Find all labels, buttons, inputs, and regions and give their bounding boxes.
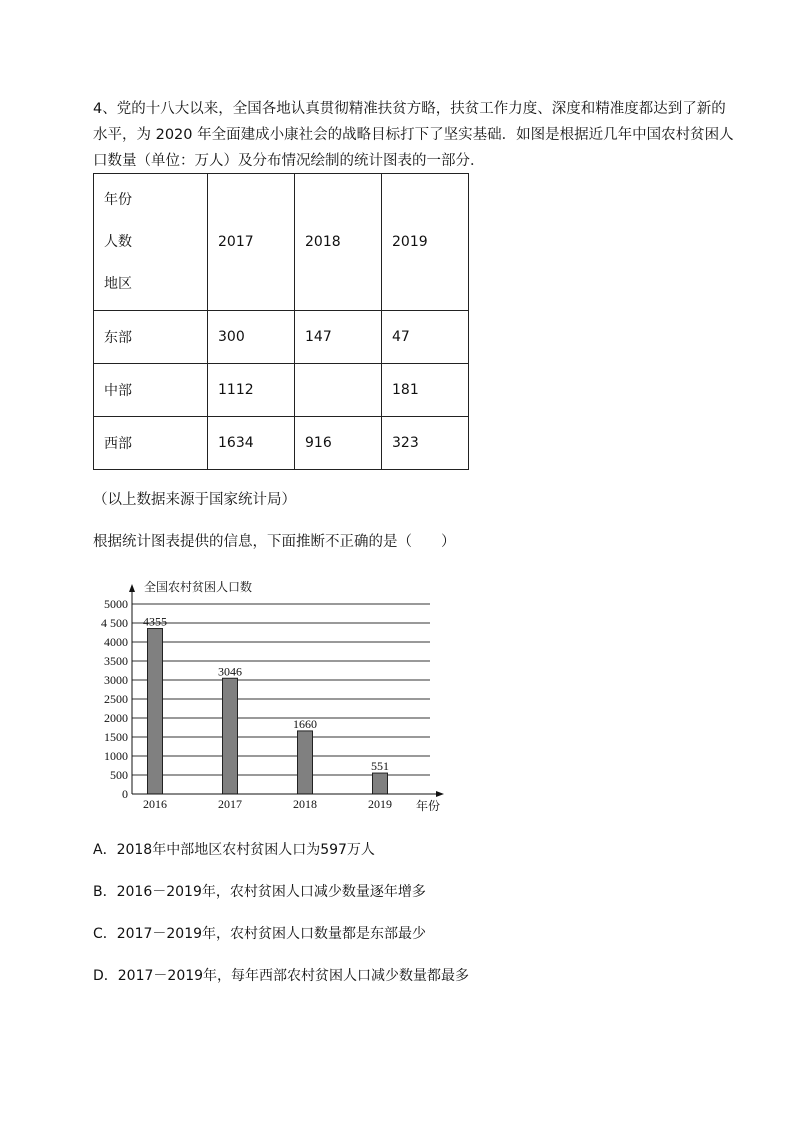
- y-tick-label: 2500: [104, 692, 128, 706]
- y-tick-label: 500: [110, 768, 128, 782]
- header-label-region: 地区: [104, 276, 132, 292]
- header-year: 2019: [382, 174, 469, 311]
- answer-options: [93, 840, 469, 1008]
- table-row: [94, 311, 469, 364]
- bar-chart: [90, 572, 450, 817]
- data-label: 4355: [143, 614, 167, 629]
- value-cell: 300: [208, 311, 295, 364]
- option-a[interactable]: A．2018年中部地区农村贫困人口为597万人: [93, 842, 375, 858]
- question-line-2: 水平，为 2020 年全面建成小康社会的战略目标打下了坚实基础．如图是根据近几年中国农村贫困人: [93, 127, 734, 143]
- chart-title: 全国农村贫困人口数: [144, 580, 253, 594]
- bar: [148, 629, 163, 794]
- value-cell: 181: [382, 364, 469, 417]
- question-line-1: 4、党的十八大以来，全国各地认真贯彻精准扶贫方略，扶贫工作力度、深度和精准度都达到了新的: [93, 101, 726, 117]
- value-cell: 1112: [208, 364, 295, 417]
- y-axis-arrow: [129, 584, 135, 592]
- data-label: 551: [371, 759, 389, 774]
- region-cell: 中部: [94, 364, 208, 417]
- table-header-row: [94, 174, 469, 311]
- header-year: 2017: [208, 174, 295, 311]
- y-tick-label: 3500: [104, 654, 128, 668]
- header-label-year: 年份: [104, 192, 132, 208]
- value-cell: 1634: [208, 417, 295, 470]
- question-prompt: 根据统计图表提供的信息，下面推断不正确的是（ ）: [93, 534, 456, 550]
- header-diagonal-cell: [94, 174, 208, 311]
- y-tick-label: 1000: [104, 749, 128, 763]
- y-tick-label: 1500: [104, 730, 128, 744]
- value-cell: 47: [382, 311, 469, 364]
- value-cell: 916: [295, 417, 382, 470]
- source-note: （以上数据来源于国家统计局）: [93, 492, 296, 508]
- question-line-3: 口数量（单位：万人）及分布情况绘制的统计图表的一部分．: [93, 153, 485, 169]
- option-d[interactable]: D．2017－2019年，每年西部农村贫困人口减少数量都最多: [93, 968, 470, 984]
- bar: [373, 773, 388, 794]
- x-tick-label: 2019: [368, 797, 392, 811]
- y-tick-label: 0: [122, 787, 128, 801]
- data-label: 1660: [293, 716, 317, 731]
- option-b[interactable]: B．2016－2019年，农村贫困人口减少数量逐年增多: [93, 884, 426, 900]
- region-cell: 东部: [94, 311, 208, 364]
- y-tick-label: 3000: [104, 673, 128, 687]
- header-label-count: 人数: [104, 234, 132, 250]
- option-c[interactable]: C．2017－2019年，农村贫困人口数量都是东部最少: [93, 926, 427, 942]
- table-row: [94, 364, 469, 417]
- value-cell: 323: [382, 417, 469, 470]
- region-cell: 西部: [94, 417, 208, 470]
- y-tick-label: 4000: [104, 635, 128, 649]
- x-axis-label: 年份: [416, 799, 441, 813]
- x-tick-label: 2017: [218, 797, 242, 811]
- x-tick-label: 2018: [293, 797, 317, 811]
- bar: [298, 731, 313, 794]
- value-cell: 147: [295, 311, 382, 364]
- value-cell: [295, 364, 382, 417]
- poverty-table: [93, 173, 469, 470]
- x-axis-arrow: [436, 791, 444, 797]
- y-tick-label: 4 500: [101, 616, 128, 630]
- header-year: 2018: [295, 174, 382, 311]
- table-row: [94, 417, 469, 470]
- x-tick-label: 2016: [143, 797, 167, 811]
- y-tick-label: 2000: [104, 711, 128, 725]
- question-text: [93, 96, 753, 174]
- y-tick-label: 5000: [104, 597, 128, 611]
- bar: [223, 678, 238, 794]
- data-label: 3046: [218, 664, 242, 679]
